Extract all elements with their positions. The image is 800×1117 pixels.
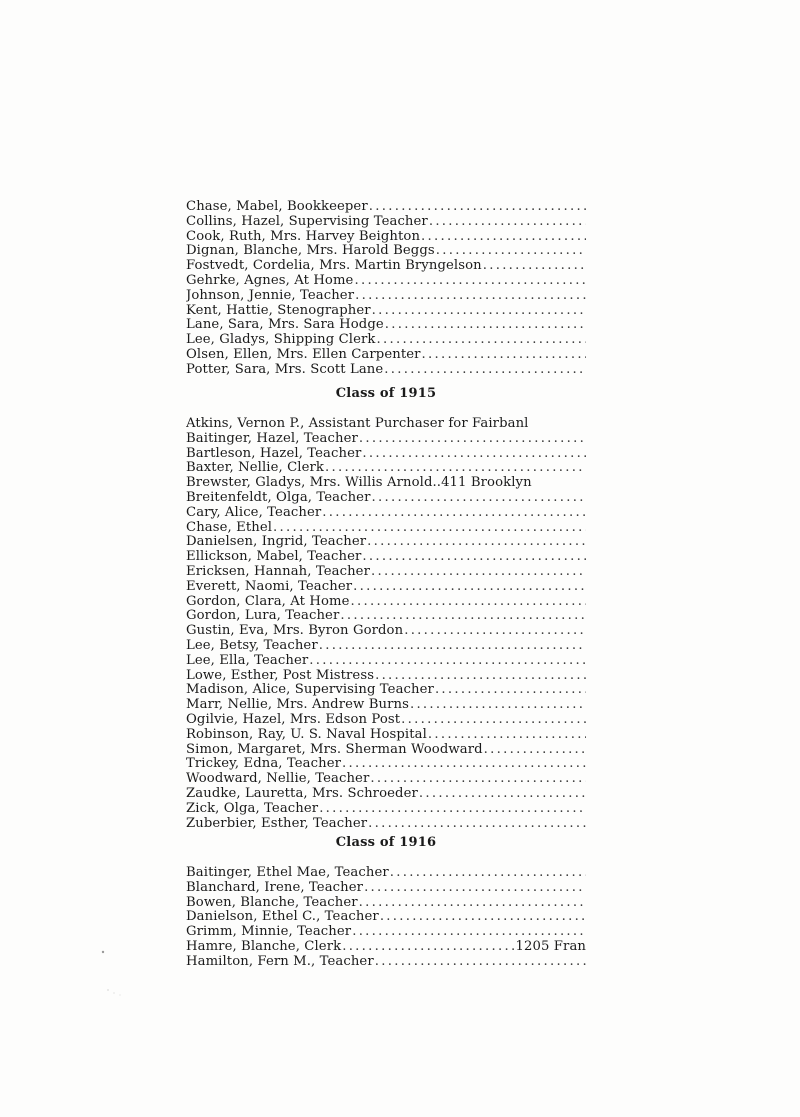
list-item [186, 447, 586, 462]
dot-leader [309, 654, 586, 669]
entry-name: Simon, Margaret, Mrs. Sherman Woodward [186, 742, 483, 757]
dot-leader [359, 432, 586, 447]
dot-leader [385, 318, 586, 333]
dot-leader [375, 955, 586, 970]
dot-leader [322, 506, 586, 521]
entry-name: Gehrke, Agnes, At Home [186, 273, 354, 288]
entry-name: Lane, Sara, Mrs. Sara Hodge [186, 318, 384, 333]
list-item [186, 669, 586, 684]
entry-name: Gordon, Clara, At Home [186, 594, 350, 609]
dot-leader [351, 595, 587, 610]
dot-leader [375, 669, 586, 684]
entry-address: 1205 Fran [515, 939, 586, 954]
list-item [186, 772, 586, 787]
dot-leader [353, 580, 586, 595]
dot-leader [319, 639, 586, 654]
dot-leader [354, 274, 586, 289]
list-item [186, 521, 586, 536]
dot-leader [380, 910, 586, 925]
list-item [186, 432, 586, 447]
heading-class-1916: Class of 1916 [335, 835, 437, 850]
list-item [186, 215, 586, 230]
entry-name: Hamilton, Fern M., Teacher [186, 954, 374, 969]
entry-name: Robinson, Ray, U. S. Naval Hospital [186, 727, 427, 742]
list-item [186, 259, 586, 274]
dot-leader [484, 743, 586, 758]
dot-leader [436, 244, 586, 259]
list-item [186, 787, 586, 802]
list-item [186, 461, 586, 476]
dot-leader [428, 728, 586, 743]
dot-leader [340, 609, 586, 624]
entry-name: Breitenfeldt, Olga, Teacher [186, 490, 371, 505]
list-item [186, 757, 586, 772]
dot-leader [319, 802, 586, 817]
list-item [186, 728, 586, 743]
entry-name: Madison, Alice, Supervising Teacher [186, 683, 434, 698]
list-item [186, 802, 586, 817]
dot-leader [390, 866, 586, 881]
list-item [186, 817, 586, 832]
dot-leader [325, 461, 586, 476]
dot-leader [419, 787, 586, 802]
entry-name: Baxter, Nellie, Clerk [186, 461, 325, 476]
list-item [186, 743, 586, 758]
dot-leader [368, 817, 586, 832]
entry-name: Fostvedt, Cordelia, Mrs. Martin Bryngelson [186, 259, 482, 274]
dot-leader [435, 683, 586, 698]
list-item [186, 565, 586, 580]
entry-name: Zick, Olga, Teacher [186, 801, 319, 816]
dot-leader [421, 230, 586, 245]
dot-leader [483, 259, 586, 274]
list-item [186, 289, 586, 304]
dot-leader [384, 363, 586, 378]
dot-leader [401, 713, 586, 728]
list-item [186, 713, 586, 728]
entry-name: Collins, Hazel, Supervising Teacher [186, 214, 428, 229]
dot-leader [367, 535, 586, 550]
entry-name: Trickey, Edna, Teacher [186, 757, 342, 772]
entry-name: Atkins, Vernon P., Assistant Purchaser for Fairbanl [186, 417, 529, 431]
list-item [186, 304, 586, 319]
dot-leader [371, 491, 586, 506]
dot-leader [352, 925, 586, 940]
alumni-list-1916 [186, 866, 586, 970]
entry-name: Lee, Ella, Teacher [186, 653, 309, 668]
dot-leader [362, 550, 586, 565]
dot-leader [359, 896, 586, 911]
entry-name: Lowe, Esther, Post Mistress [186, 668, 375, 683]
entry-name: Danielson, Ethel C., Teacher [186, 910, 379, 925]
list-item [186, 955, 586, 970]
entry-name: Hamre, Blanche, Clerk [186, 939, 342, 954]
entry-name: Ericksen, Hannah, Teacher [186, 564, 370, 579]
alumni-list-earlier [186, 200, 586, 378]
list-item [186, 476, 586, 491]
entry-name: Bowen, Blanche, Teacher [186, 895, 358, 910]
entry-name: Baitinger, Ethel Mae, Teacher [186, 866, 389, 880]
dot-leader [273, 521, 586, 536]
entry-name: Danielsen, Ingrid, Teacher [186, 535, 367, 550]
list-item [186, 491, 586, 506]
list-item [186, 609, 586, 624]
entry-name: Ogilvie, Hazel, Mrs. Edson Post [186, 712, 401, 727]
heading-class-1915: Class of 1915 [335, 386, 437, 401]
entry-name: Grimm, Minnie, Teacher [186, 925, 352, 940]
paper-specks [100, 950, 130, 1010]
entry-name: Woodward, Nellie, Teacher [186, 772, 370, 787]
entry-name: Cary, Alice, Teacher [186, 505, 322, 520]
entry-name: Everett, Naomi, Teacher [186, 579, 353, 594]
list-item [186, 595, 586, 610]
dot-leader [410, 698, 586, 713]
list-item [186, 200, 586, 215]
entry-name: Lee, Gladys, Shipping Clerk [186, 333, 376, 348]
dot-leader [377, 333, 587, 348]
entry-name: Johnson, Jennie, Teacher [186, 288, 355, 303]
list-item [186, 896, 586, 911]
dot-leader [372, 304, 586, 319]
list-item [186, 654, 586, 669]
entry-name: Dignan, Blanche, Mrs. Harold Beggs [186, 244, 435, 259]
dot-leader [429, 215, 586, 230]
dot-leader [364, 881, 586, 896]
entry-name: Gordon, Lura, Teacher [186, 609, 340, 624]
list-item [186, 881, 586, 896]
entry-name: Chase, Mabel, Bookkeeper [186, 200, 368, 214]
list-item [186, 417, 586, 432]
list-item [186, 910, 586, 925]
dot-leader [369, 200, 586, 215]
entry-name: Potter, Sara, Mrs. Scott Lane [186, 362, 384, 377]
list-item [186, 244, 586, 259]
dot-leader [422, 348, 586, 363]
entry-name: Lee, Betsy, Teacher [186, 638, 318, 653]
entry-name: Chase, Ethel [186, 520, 273, 535]
list-item [186, 318, 586, 333]
entry-name: Brewster, Gladys, Mrs. Willis Arnold..411 Brooklyn [186, 476, 532, 491]
dot-leader [355, 289, 586, 304]
entry-name: Baitinger, Hazel, Teacher [186, 431, 358, 446]
dot-leader [362, 447, 586, 462]
list-item [186, 624, 586, 639]
entry-name: Olsen, Ellen, Mrs. Ellen Carpenter [186, 347, 421, 362]
entry-name: Marr, Nellie, Mrs. Andrew Burns [186, 698, 409, 713]
entry-name: Ellickson, Mabel, Teacher [186, 550, 362, 565]
list-item [186, 866, 586, 881]
list-item [186, 550, 586, 565]
list-item [186, 348, 586, 363]
alumni-list-1915 [186, 417, 586, 831]
entry-name: Blanchard, Irene, Teacher [186, 880, 364, 895]
dot-leader [342, 940, 515, 955]
dot-leader [370, 772, 586, 787]
entry-name: Cook, Ruth, Mrs. Harvey Beighton [186, 229, 421, 244]
dot-leader [371, 565, 586, 580]
list-item [186, 940, 586, 955]
list-item [186, 230, 586, 245]
list-item [186, 639, 586, 654]
entry-name: Zuberbier, Esther, Teacher [186, 816, 368, 831]
list-item [186, 363, 586, 378]
list-item [186, 580, 586, 595]
entry-name: Gustin, Eva, Mrs. Byron Gordon [186, 624, 404, 639]
entry-name: Zaudke, Lauretta, Mrs. Schroeder [186, 786, 418, 801]
list-item [186, 698, 586, 713]
list-item [186, 333, 586, 348]
dot-leader [404, 624, 586, 639]
dot-leader [342, 757, 586, 772]
list-item [186, 506, 586, 521]
entry-name: Bartleson, Hazel, Teacher [186, 446, 362, 461]
list-item [186, 683, 586, 698]
list-item [186, 925, 586, 940]
list-item [186, 535, 586, 550]
list-item [186, 274, 586, 289]
entry-name: Kent, Hattie, Stenographer [186, 303, 371, 318]
